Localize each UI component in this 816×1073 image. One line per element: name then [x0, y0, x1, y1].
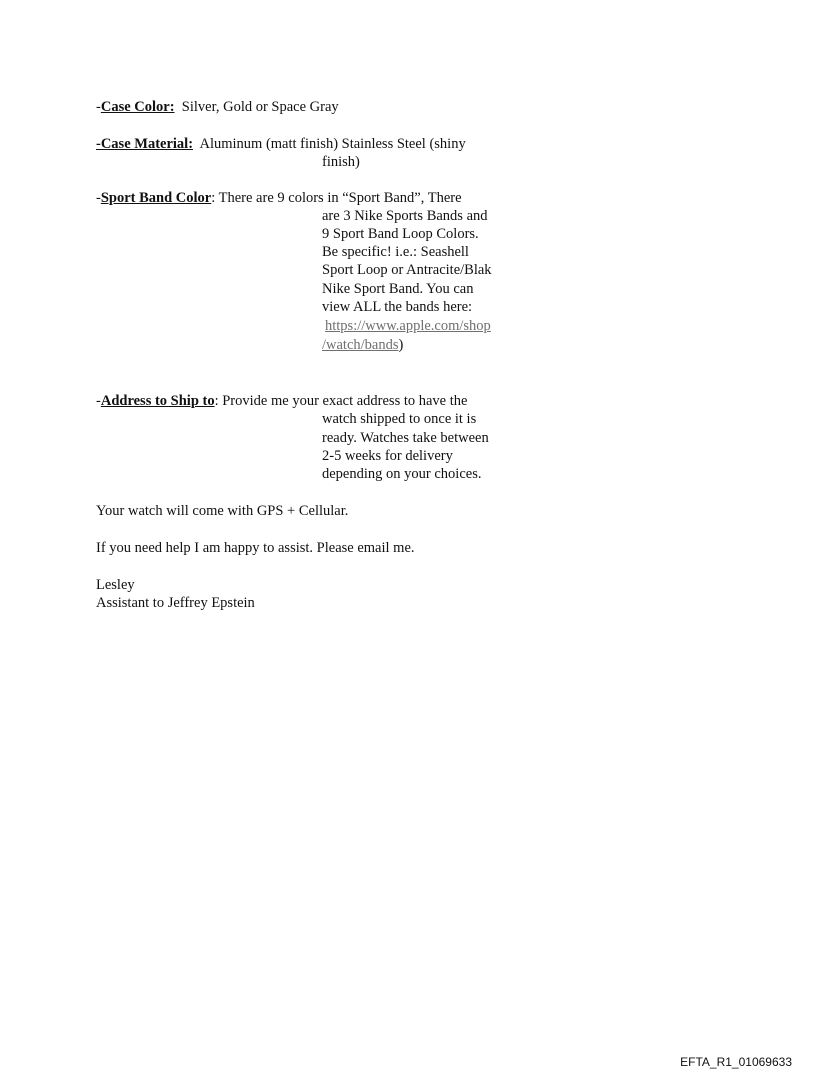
document-id-footer: EFTA_R1_01069633 [680, 1055, 792, 1069]
sport-band-text-1: : There are 9 colors in “Sport Band”, There [211, 190, 462, 206]
bands-link-suffix: ) [398, 337, 404, 353]
signature-title: Assistant to Jeffrey Epstein [96, 595, 255, 611]
sport-band-text-3: 9 Sport Band Loop Colors. [322, 226, 479, 242]
signature-name: Lesley [96, 577, 135, 593]
address-line [96, 392, 467, 410]
address-text-5: depending on your choices. [322, 466, 482, 482]
bands-link-line-2 [322, 336, 403, 354]
gps-note: Your watch will come with GPS + Cellular. [96, 503, 349, 519]
sport-band-text-4: Be specific! i.e.: Seashell [322, 244, 469, 260]
address-text-1: : Provide me your exact address to have the [214, 393, 468, 409]
bands-link-line-1 [325, 317, 491, 335]
address-prefix: - [96, 393, 101, 409]
case-material-line [96, 135, 466, 153]
help-note: If you need help I am happy to assist. Please email me. [96, 540, 415, 556]
sport-band-text-6: Nike Sport Band. You can [322, 281, 474, 297]
sport-band-label: Sport Band Color [100, 190, 212, 206]
case-material-value-2: finish) [322, 154, 360, 170]
sport-band-prefix: - [96, 190, 101, 206]
sport-band-text-7: view ALL the bands here: [322, 299, 473, 315]
address-text-3: ready. Watches take between [322, 430, 489, 446]
bands-link-part-1[interactable]: https://www.apple.com/shop [325, 318, 491, 334]
case-material-label: -Case Material: [96, 136, 194, 152]
case-color-label: Case Color: [100, 99, 175, 115]
address-text-4: 2-5 weeks for delivery [322, 448, 453, 464]
bands-link-part-2[interactable]: /watch/bands [322, 337, 399, 353]
sport-band-text-5: Sport Loop or Antracite/Blak [322, 262, 492, 278]
case-color-value: Silver, Gold or Space Gray [181, 99, 339, 115]
address-label: Address to Ship to [100, 393, 215, 409]
address-text-2: watch shipped to once it is [322, 411, 477, 427]
case-color-line [96, 98, 339, 116]
sport-band-text-2: are 3 Nike Sports Bands and [322, 208, 488, 224]
sport-band-line [96, 189, 462, 207]
case-material-value-1: Aluminum (matt finish) Stainless Steel (shiny [199, 136, 466, 152]
case-color-prefix: - [96, 99, 101, 115]
